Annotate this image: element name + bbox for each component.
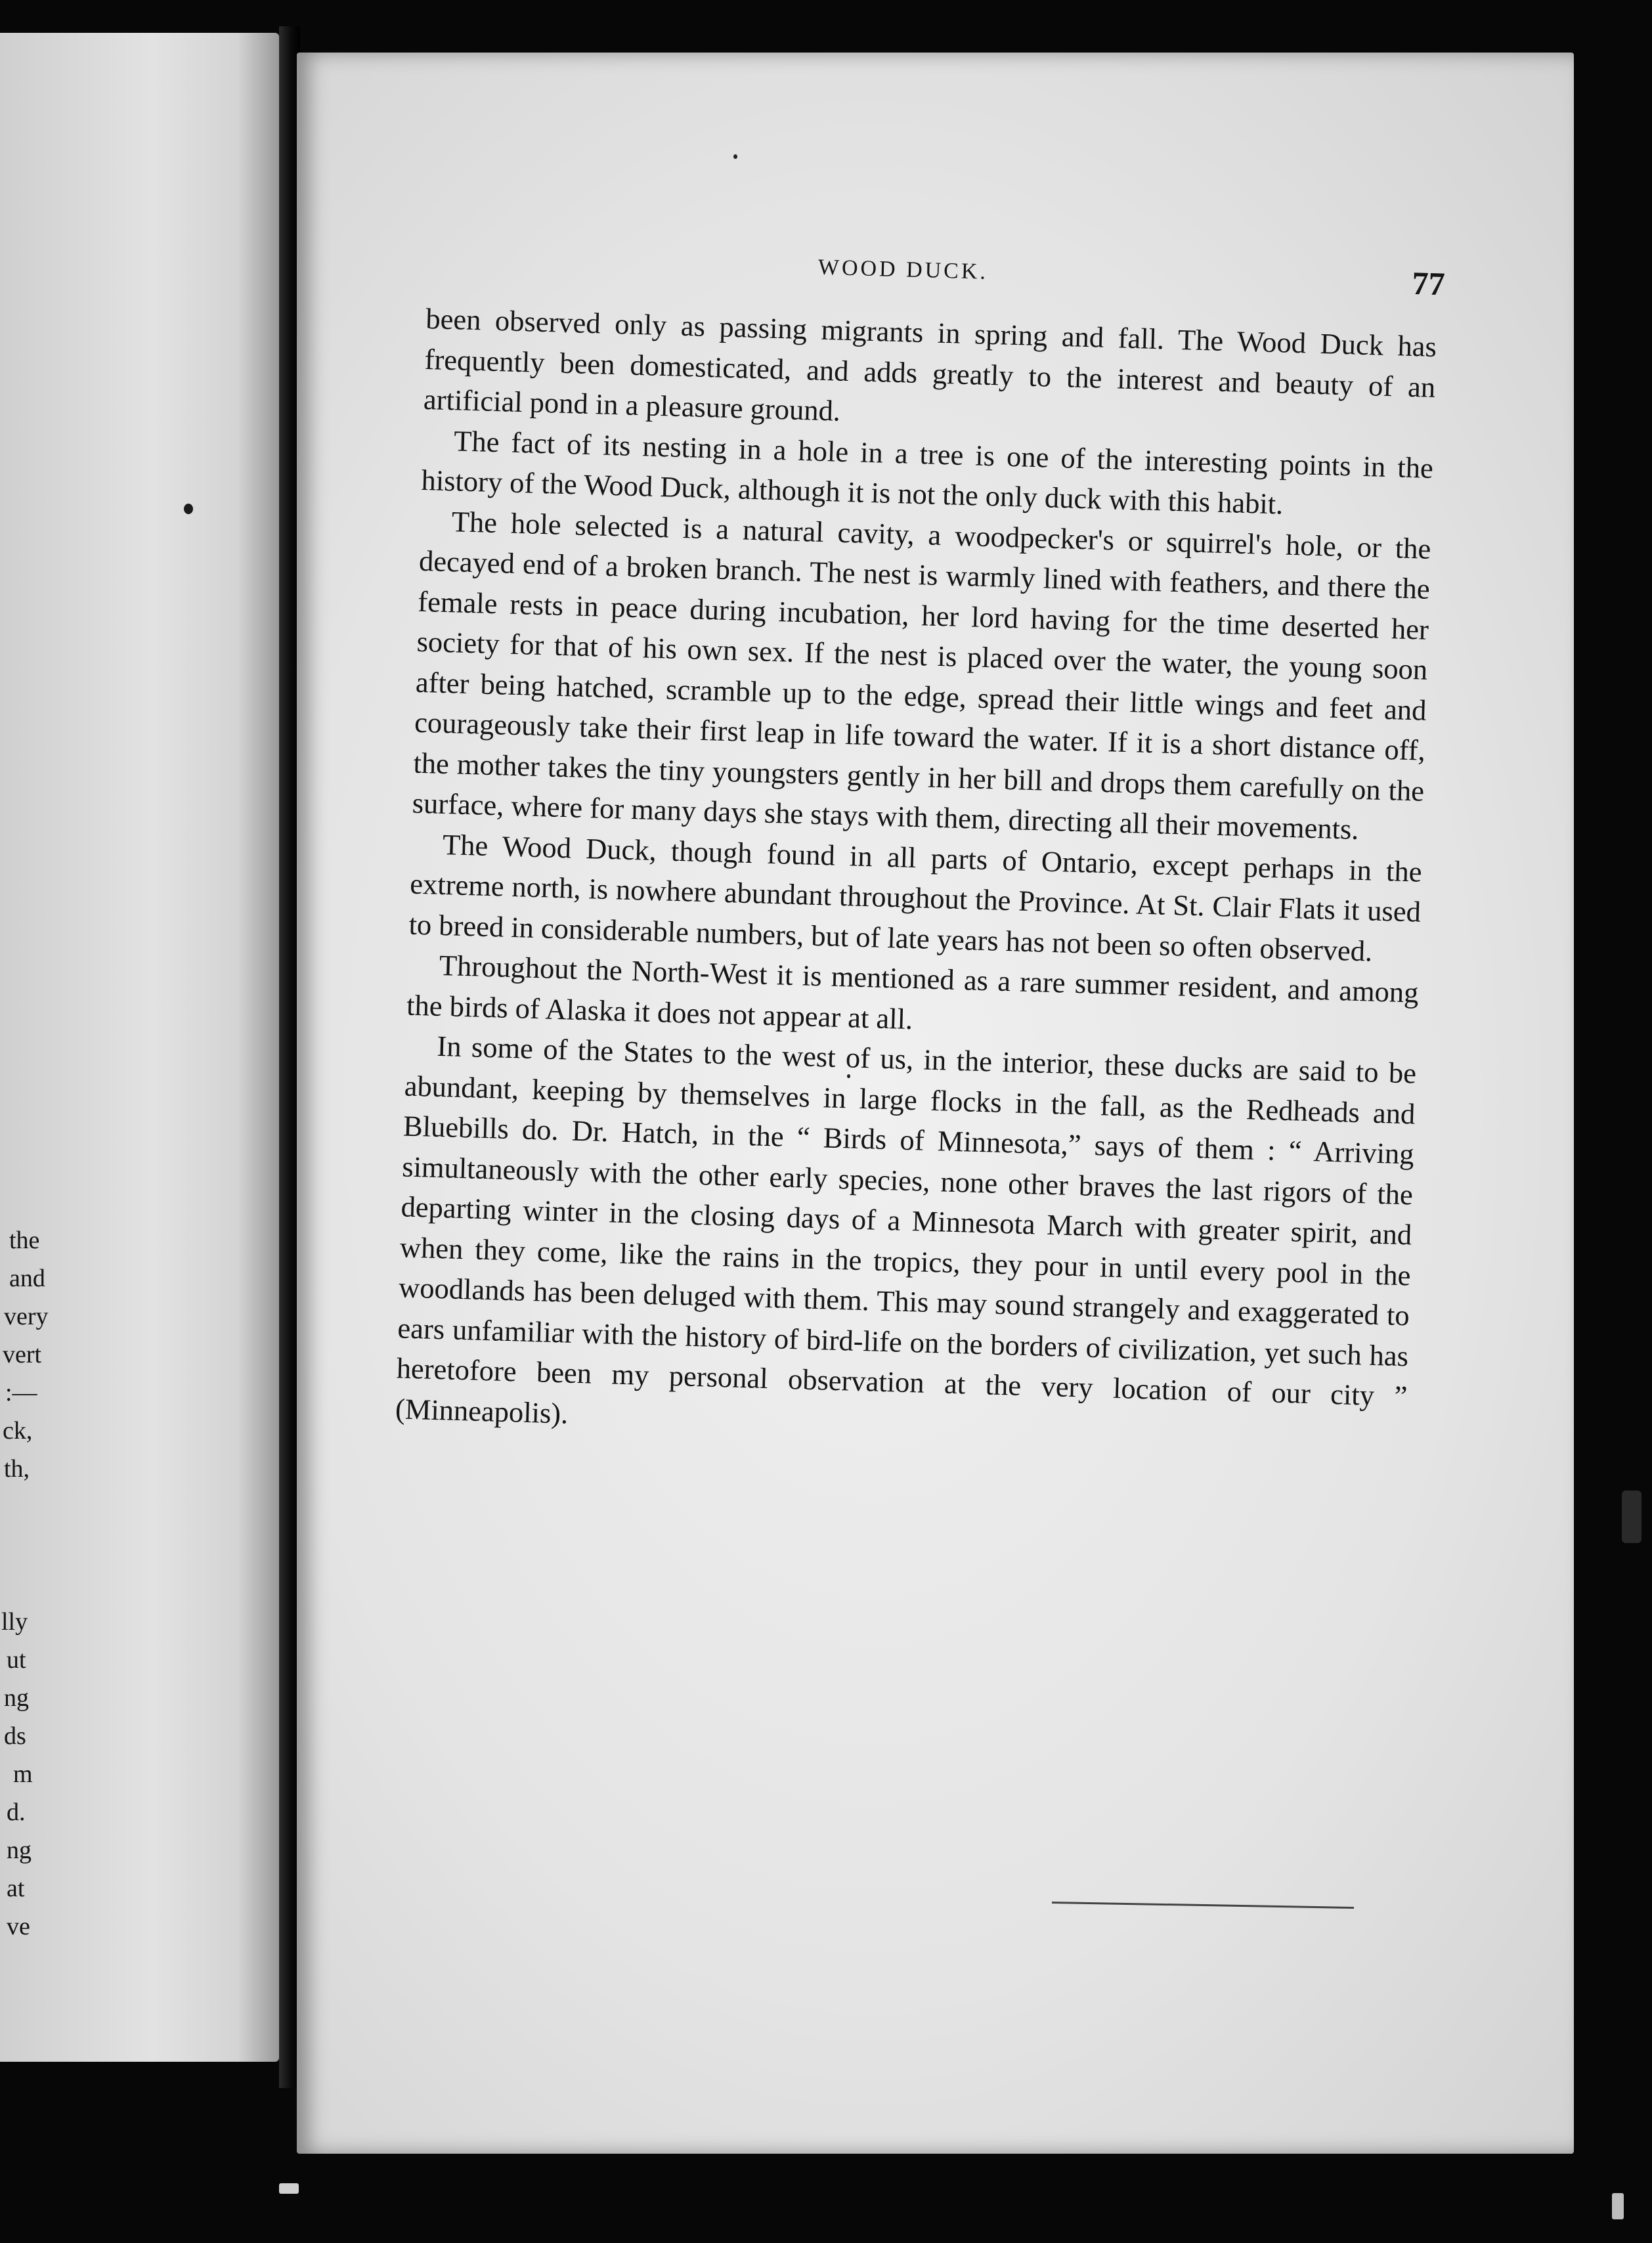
left-fragment: m (13, 1760, 33, 1788)
paragraph: The hole selected is a natural cavity, a woodpecker's or squirrel's hole, or the decayed end of a broken branch. The nest is warmly lined with feathers, and there the female rests in peace during incubation, her lord having for the time deserted her society for that of his own sex. If the nest is placed over the water, the young soon after being hatched, scramble up to the edge, spread their little wings and feet and courageously take their first leap in life toward the water. If it is a short distance off, the mother takes the tiny youngsters gently in her bill and drops them carefully on the surface, where for many days she stays with them, directing all their movements. (412, 504, 1432, 846)
left-fragment: ve (7, 1913, 30, 1940)
end-rule (1052, 1902, 1354, 1909)
paragraph: The fact of its nesting in a hole in a tree is one of the interesting points in the history of the Wood Duck, although it is not the only duck with this habit. (420, 424, 1434, 521)
left-fragment: vert (3, 1341, 42, 1368)
scan-artifact (279, 2183, 299, 2194)
paragraph: In some of the States to the west of us, in the interior, these ducks are said to be abundant, keeping by themselves in large flocks in the fall, as the Redheads and Bluebills do. Dr. Hatch, in the “ Birds of Minnesota,” says of them : “ Arriving simultaneously with the other early species, none other braves the last rigors of the departing winter in the closing days of a Minnesota March with greater spirit, and when they come, like the rains in the tropics, they pour in until every pool in the woodlands has been deluged with them. This may sound strangely and exaggerated to ears unfamiliar with the history of bird-life on the borders of civilization, yet such has heretofore been my personal observation at the very location of our city ” (Minneapolis). (395, 1029, 1417, 1430)
page-content (395, 236, 1446, 1457)
left-facing-page (0, 33, 279, 2062)
paragraph: The Wood Duck, though found in all parts of Ontario, except perhaps in the extreme north, is nowhere abundant throughout the Province. At St. Clair Flats it used to breed in considerable numbers, but of late years has not been so often observed. (408, 827, 1423, 968)
left-fragment: d. (7, 1798, 26, 1826)
page-edge-artifact (1622, 1491, 1641, 1543)
left-fragment: :— (5, 1379, 37, 1406)
left-fragment: lly (1, 1608, 28, 1636)
page-speck (184, 504, 193, 514)
paragraph: Throughout the North-West it is mentioned as a rare summer resident, and among the birds of Alaska it does not appear at all. (406, 948, 1420, 1035)
running-title: WOOD DUCK. (817, 255, 989, 284)
page-speck (733, 154, 737, 159)
paragraph: been observed only as passing migrants in spring and fall. The Wood Duck has frequently been domesticated, and adds greatly to the interest and beauty of an artificial pond in a pleasure ground. (423, 301, 1437, 427)
scan-artifact (1612, 2193, 1624, 2219)
book-page (297, 53, 1574, 2154)
left-fragment: ut (7, 1646, 26, 1674)
body-text (395, 299, 1437, 1457)
left-fragment: ck, (3, 1417, 33, 1445)
left-fragment: ds (4, 1722, 26, 1750)
left-fragment: th, (4, 1455, 30, 1483)
page-number: 77 (1411, 264, 1446, 303)
left-fragment: ng (7, 1837, 32, 1864)
left-fragment: very (4, 1303, 49, 1330)
left-fragment: at (7, 1875, 25, 1902)
left-page-text-fragments (0, 1221, 72, 1946)
left-fragment: ng (4, 1684, 29, 1712)
left-fragment: and (9, 1265, 45, 1292)
left-fragment: the (9, 1227, 40, 1254)
